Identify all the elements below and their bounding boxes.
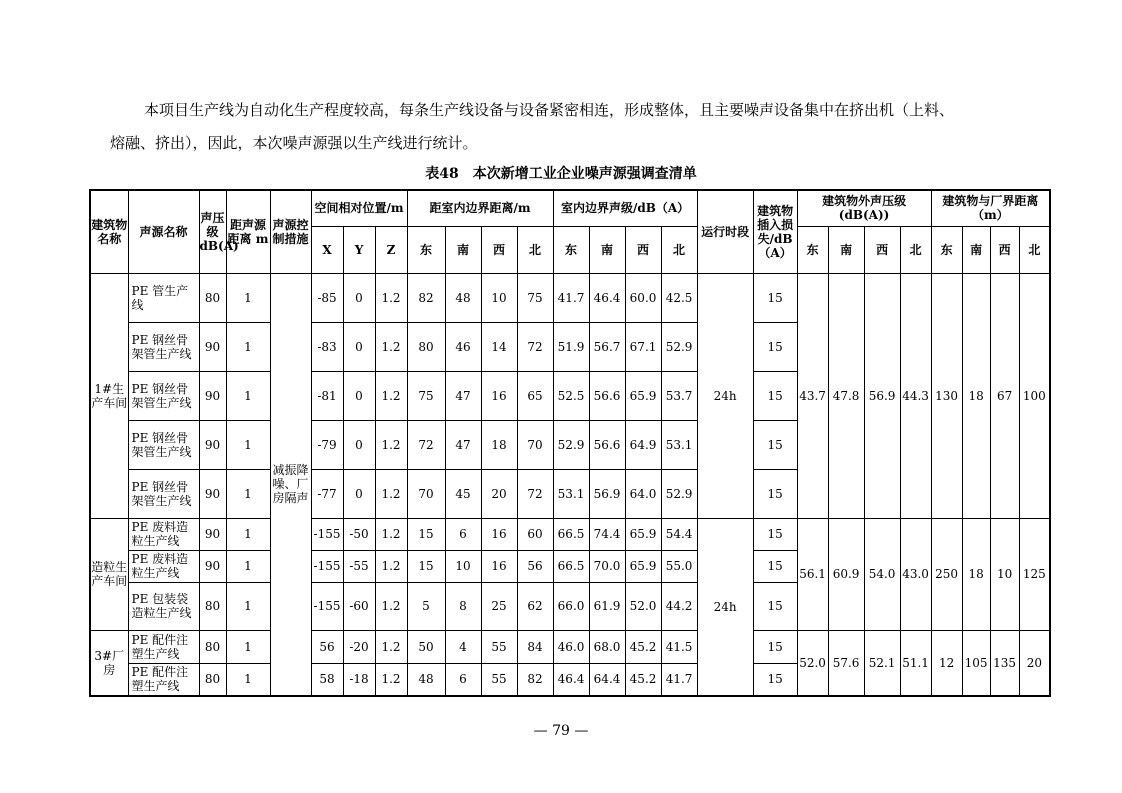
header-z: Z — [375, 226, 407, 273]
pos-y-cell: -55 — [343, 550, 375, 582]
indoor-spl-cell: 52.9 — [661, 469, 697, 518]
plant-distance-cell: 18 — [962, 518, 990, 630]
distance-cell: 1 — [226, 322, 270, 371]
indoor-distance-cell: 48 — [445, 273, 481, 322]
indoor-distance-cell: 18 — [481, 420, 517, 469]
paragraph-line-1: 本项目生产线为自动化生产程度较高，每条生产线设备与设备紧密相连，形成整体，且主要噪声设备集中在挤出机（上料、 — [144, 101, 955, 119]
indoor-distance-cell: 5 — [407, 582, 445, 630]
pos-z-cell: 1.2 — [375, 469, 407, 518]
indoor-distance-cell: 16 — [481, 518, 517, 550]
outdoor-spl-cell: 52.0 — [797, 630, 828, 696]
table-row — [90, 630, 1050, 663]
indoor-distance-cell: 10 — [445, 550, 481, 582]
spl-cell: 80 — [199, 582, 226, 630]
distance-cell: 1 — [226, 630, 270, 663]
indoor-spl-cell: 41.7 — [661, 663, 697, 696]
pos-z-cell: 1.2 — [375, 550, 407, 582]
spl-cell: 90 — [199, 420, 226, 469]
outdoor-spl-cell: 43.7 — [797, 273, 828, 518]
building-name-cell: 1#生产车间 — [90, 273, 128, 518]
indoor-distance-cell: 50 — [407, 630, 445, 663]
outdoor-spl-cell: 51.1 — [900, 630, 931, 696]
period-cell: 24h — [697, 518, 753, 696]
pos-y-cell: 0 — [343, 469, 375, 518]
indoor-spl-cell: 74.4 — [589, 518, 625, 550]
building-name-cell: 造粒生产车间 — [90, 518, 128, 630]
pos-z-cell: 1.2 — [375, 630, 407, 663]
pos-z-cell: 1.2 — [375, 420, 407, 469]
header-east: 东 — [553, 226, 589, 273]
plant-distance-cell: 18 — [962, 273, 990, 518]
indoor-distance-cell: 8 — [445, 582, 481, 630]
header-y: Y — [343, 226, 375, 273]
source-name-cell: PE 管生产线 — [128, 273, 199, 322]
header-insertion-loss: 建筑物插入损失/dB（A） — [753, 190, 797, 273]
pos-y-cell: -18 — [343, 663, 375, 696]
spl-cell: 80 — [199, 273, 226, 322]
distance-cell: 1 — [226, 371, 270, 420]
indoor-distance-cell: 45 — [445, 469, 481, 518]
plant-distance-cell: 135 — [990, 630, 1019, 696]
header-north: 北 — [517, 226, 553, 273]
pos-z-cell: 1.2 — [375, 273, 407, 322]
header-south: 南 — [589, 226, 625, 273]
control-measure-cell: 减振降噪、厂房隔声 — [270, 273, 311, 696]
indoor-distance-cell: 47 — [445, 420, 481, 469]
indoor-spl-cell: 41.5 — [661, 630, 697, 663]
header-x: X — [311, 226, 343, 273]
header-west: 西 — [481, 226, 517, 273]
spl-cell: 90 — [199, 518, 226, 550]
indoor-spl-cell: 53.1 — [553, 469, 589, 518]
indoor-distance-cell: 20 — [481, 469, 517, 518]
indoor-spl-cell: 46.4 — [589, 273, 625, 322]
pos-x-cell: -155 — [311, 518, 343, 550]
period-cell: 24h — [697, 273, 753, 518]
indoor-distance-cell: 14 — [481, 322, 517, 371]
indoor-spl-cell: 65.9 — [625, 371, 661, 420]
outdoor-spl-cell: 44.3 — [900, 273, 931, 518]
indoor-distance-cell: 4 — [445, 630, 481, 663]
distance-cell: 1 — [226, 469, 270, 518]
indoor-spl-cell: 56.6 — [589, 371, 625, 420]
plant-distance-cell: 10 — [990, 518, 1019, 630]
spl-cell: 90 — [199, 322, 226, 371]
indoor-distance-cell: 16 — [481, 550, 517, 582]
indoor-spl-cell: 52.9 — [553, 420, 589, 469]
distance-cell: 1 — [226, 550, 270, 582]
indoor-distance-cell: 75 — [407, 371, 445, 420]
header-position: 空间相对位置/m — [311, 190, 407, 226]
pos-x-cell: -81 — [311, 371, 343, 420]
indoor-distance-cell: 80 — [407, 322, 445, 371]
indoor-distance-cell: 62 — [517, 582, 553, 630]
indoor-spl-cell: 65.9 — [625, 550, 661, 582]
indoor-distance-cell: 56 — [517, 550, 553, 582]
distance-cell: 1 — [226, 420, 270, 469]
indoor-spl-cell: 42.5 — [661, 273, 697, 322]
pos-z-cell: 1.2 — [375, 371, 407, 420]
indoor-spl-cell: 56.7 — [589, 322, 625, 371]
pos-z-cell: 1.2 — [375, 582, 407, 630]
pos-z-cell: 1.2 — [375, 663, 407, 696]
plant-distance-cell: 125 — [1019, 518, 1050, 630]
source-name-cell: PE 废料造粒生产线 — [128, 518, 199, 550]
spl-cell: 80 — [199, 663, 226, 696]
spl-cell: 80 — [199, 630, 226, 663]
distance-cell: 1 — [226, 518, 270, 550]
indoor-distance-cell: 48 — [407, 663, 445, 696]
indoor-spl-cell: 55.0 — [661, 550, 697, 582]
header-west: 西 — [864, 226, 900, 273]
indoor-spl-cell: 66.5 — [553, 550, 589, 582]
paragraph-line-2: 熔融、挤出），因此，本次噪声源强以生产线进行统计。 — [110, 134, 478, 152]
pos-y-cell: -60 — [343, 582, 375, 630]
indoor-distance-cell: 46 — [445, 322, 481, 371]
pos-y-cell: -50 — [343, 518, 375, 550]
indoor-spl-cell: 70.0 — [589, 550, 625, 582]
header-period: 运行时段 — [697, 190, 753, 273]
indoor-spl-cell: 66.0 — [553, 582, 589, 630]
table-caption: 表48 本次新增工业企业噪声源强调查清单 — [425, 166, 697, 182]
indoor-spl-cell: 53.7 — [661, 371, 697, 420]
source-name-cell: PE 配件注塑生产线 — [128, 663, 199, 696]
indoor-spl-cell: 64.0 — [625, 469, 661, 518]
pos-x-cell: 58 — [311, 663, 343, 696]
indoor-distance-cell: 82 — [407, 273, 445, 322]
indoor-distance-cell: 75 — [517, 273, 553, 322]
indoor-spl-cell: 60.0 — [625, 273, 661, 322]
insertion-loss-cell: 15 — [753, 322, 797, 371]
outdoor-spl-cell: 60.9 — [828, 518, 864, 630]
indoor-distance-cell: 72 — [517, 469, 553, 518]
indoor-distance-cell: 6 — [445, 663, 481, 696]
pos-x-cell: -155 — [311, 582, 343, 630]
indoor-spl-cell: 52.5 — [553, 371, 589, 420]
pos-x-cell: -83 — [311, 322, 343, 371]
header-plant-distance: 建筑物与厂界距离（m） — [931, 190, 1050, 226]
indoor-distance-cell: 65 — [517, 371, 553, 420]
spl-cell: 90 — [199, 550, 226, 582]
building-name-cell: 3#厂房 — [90, 630, 128, 696]
indoor-distance-cell: 6 — [445, 518, 481, 550]
insertion-loss-cell: 15 — [753, 630, 797, 663]
pos-y-cell: 0 — [343, 322, 375, 371]
plant-distance-cell: 20 — [1019, 630, 1050, 696]
plant-distance-cell: 12 — [931, 630, 962, 696]
spl-cell: 90 — [199, 371, 226, 420]
outdoor-spl-cell: 56.9 — [864, 273, 900, 518]
pos-x-cell: -85 — [311, 273, 343, 322]
insertion-loss-cell: 15 — [753, 469, 797, 518]
header-west: 西 — [990, 226, 1019, 273]
outdoor-spl-cell: 47.8 — [828, 273, 864, 518]
source-name-cell: PE 废料造粒生产线 — [128, 550, 199, 582]
plant-distance-cell: 67 — [990, 273, 1019, 518]
insertion-loss-cell: 15 — [753, 550, 797, 582]
pos-z-cell: 1.2 — [375, 518, 407, 550]
outdoor-spl-cell: 54.0 — [864, 518, 900, 630]
source-name-cell: PE 钢丝骨架管生产线 — [128, 420, 199, 469]
indoor-distance-cell: 10 — [481, 273, 517, 322]
indoor-distance-cell: 15 — [407, 550, 445, 582]
indoor-distance-cell: 82 — [517, 663, 553, 696]
header-south: 南 — [828, 226, 864, 273]
indoor-distance-cell: 72 — [407, 420, 445, 469]
header-north: 北 — [1019, 226, 1050, 273]
header-indoor-spl: 室内边界声级/dB（A） — [553, 190, 697, 226]
header-north: 北 — [661, 226, 697, 273]
pos-z-cell: 1.2 — [375, 322, 407, 371]
header-north: 北 — [900, 226, 931, 273]
source-name-cell: PE 配件注塑生产线 — [128, 630, 199, 663]
header-spl: 声压级dB(A) — [199, 190, 226, 273]
plant-distance-cell: 130 — [931, 273, 962, 518]
indoor-distance-cell: 25 — [481, 582, 517, 630]
pos-y-cell: -20 — [343, 630, 375, 663]
source-name-cell: PE 包装袋造粒生产线 — [128, 582, 199, 630]
table-row — [90, 273, 1050, 322]
table-row — [90, 518, 1050, 550]
indoor-spl-cell: 65.9 — [625, 518, 661, 550]
indoor-distance-cell: 70 — [407, 469, 445, 518]
indoor-distance-cell: 55 — [481, 663, 517, 696]
distance-cell: 1 — [226, 663, 270, 696]
outdoor-spl-cell: 56.1 — [797, 518, 828, 630]
indoor-distance-cell: 55 — [481, 630, 517, 663]
plant-distance-cell: 250 — [931, 518, 962, 630]
indoor-distance-cell: 15 — [407, 518, 445, 550]
noise-source-table — [89, 189, 1051, 697]
insertion-loss-cell: 15 — [753, 518, 797, 550]
source-name-cell: PE 钢丝骨架管生产线 — [128, 371, 199, 420]
header-east: 东 — [797, 226, 828, 273]
header-east: 东 — [931, 226, 962, 273]
indoor-distance-cell: 16 — [481, 371, 517, 420]
plant-distance-cell: 100 — [1019, 273, 1050, 518]
insertion-loss-cell: 15 — [753, 663, 797, 696]
indoor-spl-cell: 68.0 — [589, 630, 625, 663]
indoor-spl-cell: 67.1 — [625, 322, 661, 371]
indoor-spl-cell: 44.2 — [661, 582, 697, 630]
header-south: 南 — [962, 226, 990, 273]
distance-cell: 1 — [226, 582, 270, 630]
indoor-distance-cell: 60 — [517, 518, 553, 550]
indoor-spl-cell: 56.6 — [589, 420, 625, 469]
header-source: 声源名称 — [128, 190, 199, 273]
indoor-spl-cell: 64.4 — [589, 663, 625, 696]
source-name-cell: PE 钢丝骨架管生产线 — [128, 322, 199, 371]
distance-cell: 1 — [226, 273, 270, 322]
intro-paragraph — [110, 94, 1030, 160]
insertion-loss-cell: 15 — [753, 582, 797, 630]
outdoor-spl-cell: 52.1 — [864, 630, 900, 696]
indoor-distance-cell: 70 — [517, 420, 553, 469]
indoor-spl-cell: 46.4 — [553, 663, 589, 696]
indoor-spl-cell: 51.9 — [553, 322, 589, 371]
header-east: 东 — [407, 226, 445, 273]
indoor-distance-cell: 84 — [517, 630, 553, 663]
plant-distance-cell: 105 — [962, 630, 990, 696]
indoor-spl-cell: 52.0 — [625, 582, 661, 630]
source-name-cell: PE 钢丝骨架管生产线 — [128, 469, 199, 518]
indoor-spl-cell: 66.5 — [553, 518, 589, 550]
header-west: 西 — [625, 226, 661, 273]
indoor-spl-cell: 41.7 — [553, 273, 589, 322]
indoor-spl-cell: 45.2 — [625, 630, 661, 663]
indoor-distance-cell: 47 — [445, 371, 481, 420]
pos-x-cell: 56 — [311, 630, 343, 663]
indoor-spl-cell: 56.9 — [589, 469, 625, 518]
header-outdoor-spl: 建筑物外声压级(dB(A)) — [797, 190, 931, 226]
insertion-loss-cell: 15 — [753, 371, 797, 420]
indoor-spl-cell: 61.9 — [589, 582, 625, 630]
indoor-distance-cell: 72 — [517, 322, 553, 371]
spl-cell: 90 — [199, 469, 226, 518]
pos-x-cell: -79 — [311, 420, 343, 469]
table-body — [90, 273, 1050, 696]
pos-y-cell: 0 — [343, 371, 375, 420]
indoor-spl-cell: 54.4 — [661, 518, 697, 550]
pos-y-cell: 0 — [343, 273, 375, 322]
pos-y-cell: 0 — [343, 420, 375, 469]
pos-x-cell: -77 — [311, 469, 343, 518]
outdoor-spl-cell: 43.0 — [900, 518, 931, 630]
indoor-spl-cell: 46.0 — [553, 630, 589, 663]
indoor-spl-cell: 53.1 — [661, 420, 697, 469]
pos-x-cell: -155 — [311, 550, 343, 582]
insertion-loss-cell: 15 — [753, 420, 797, 469]
header-distance: 距声源距离 m — [226, 190, 270, 273]
header-building: 建筑物名称 — [90, 190, 128, 273]
header-indoor-distance: 距室内边界距离/m — [407, 190, 553, 226]
insertion-loss-cell: 15 — [753, 273, 797, 322]
indoor-spl-cell: 64.9 — [625, 420, 661, 469]
page-number: — 79 — — [533, 723, 589, 739]
outdoor-spl-cell: 57.6 — [828, 630, 864, 696]
header-control: 声源控制措施 — [270, 190, 311, 273]
header-south: 南 — [445, 226, 481, 273]
indoor-spl-cell: 45.2 — [625, 663, 661, 696]
indoor-spl-cell: 52.9 — [661, 322, 697, 371]
